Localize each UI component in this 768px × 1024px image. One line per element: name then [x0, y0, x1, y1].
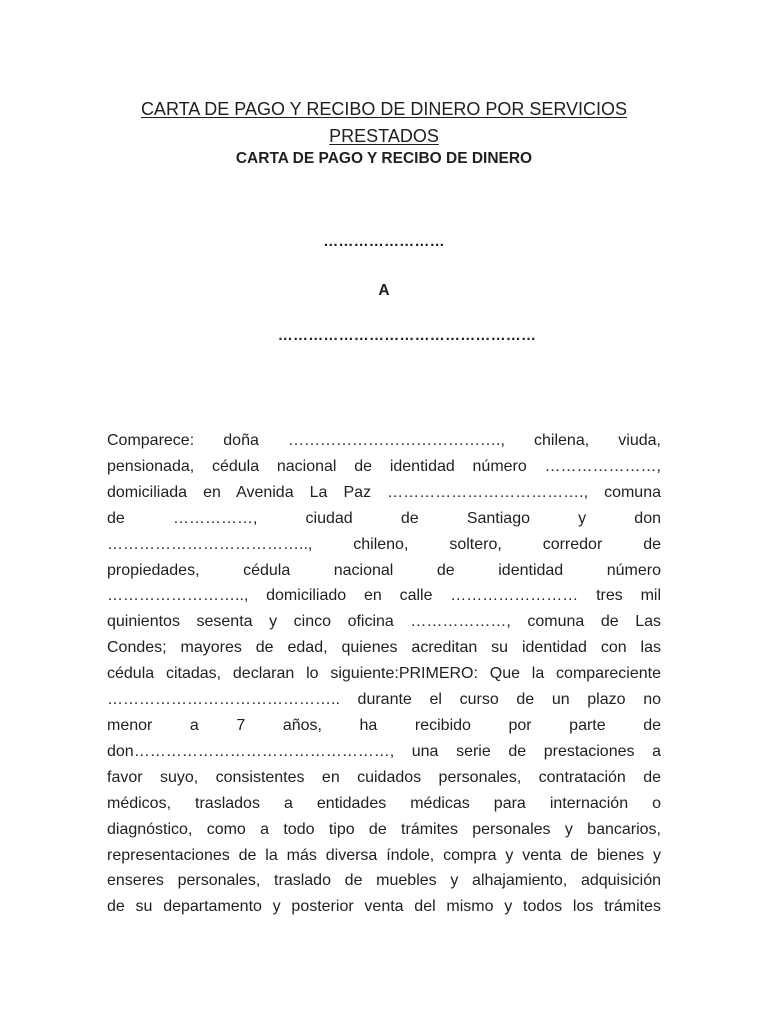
party-to-placeholder: ……………………………………………	[277, 327, 537, 344]
body-line: quinientos sesenta y cinco oficina ………………, comuna de Las	[107, 613, 661, 631]
body-line: don…………………………………………, una serie de prestaciones a	[107, 742, 661, 760]
body-line: Comparece: doña …………………………………., chilena, viuda,	[107, 432, 661, 449]
party-from-placeholder: ……………………	[323, 233, 445, 250]
body-line: menor a 7 años, ha recibido por parte de	[107, 716, 661, 734]
body-line: médicos, traslados a entidades médicas para internación o	[107, 794, 661, 812]
body-line: Condes; mayores de edad, quienes acreditan su identidad con las	[107, 639, 661, 657]
party-connector: A	[378, 282, 390, 299]
body-line: …………………….., domiciliado en calle …………………… tres mil	[107, 587, 661, 605]
body-line: representaciones de la más diversa índole, compra y venta de bienes y	[107, 846, 661, 864]
body-line: favor suyo, consistentes en cuidados personales, contratación de	[107, 768, 661, 786]
body-line: propiedades, cédula nacional de identidad número	[107, 561, 661, 579]
body-line: domiciliada en Avenida La Paz ………………………………., comuna	[107, 483, 661, 501]
document-subtitle: CARTA DE PAGO Y RECIBO DE DINERO	[235, 150, 533, 167]
body-line: diagnóstico, como a todo tipo de trámites personales y bancarios,	[107, 820, 661, 838]
body-line: ……………………………….., chileno, soltero, corredor de	[107, 535, 661, 553]
body-line: …………………………………….. durante el curso de un plazo no	[107, 691, 661, 709]
body-line: enseres personales, traslado de muebles y alhajamiento, adquisición	[107, 872, 661, 890]
body-line: de su departamento y posterior venta del mismo y todos los trámites	[107, 898, 661, 916]
body-line: pensionada, cédula nacional de identidad número …………………,	[107, 457, 661, 475]
document-title: CARTA DE PAGO Y RECIBO DE DINERO POR SERVICIOS PRESTADOS	[140, 99, 628, 146]
body-line: de ……………, ciudad de Santiago y don	[107, 509, 661, 527]
body-line: cédula citadas, declaran lo siguiente:PRIMERO: Que la compareciente	[107, 665, 661, 683]
document-body	[107, 428, 661, 920]
